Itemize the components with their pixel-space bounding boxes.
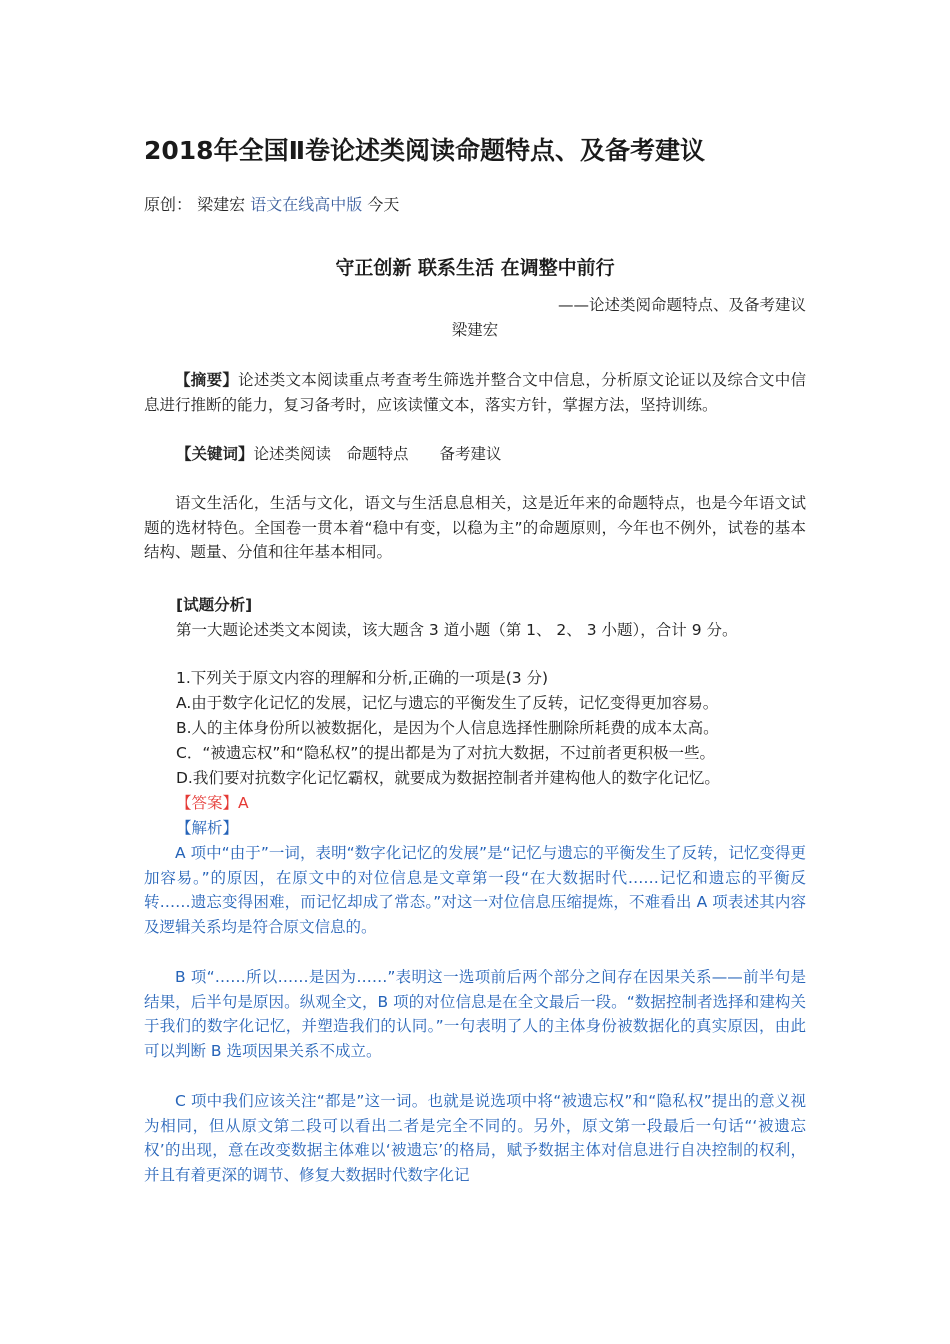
- intro-paragraph: 语文生活化，生活与文化，语文与生活息息相关，这是近年来的命题特点，也是今年语文试题的选材特色。全国卷一贯本着“稳中有变，以稳为主”的命题原则，今年也不例外，试卷的基本结构、题量、分值和往年基本相同。: [144, 494, 806, 561]
- explain-label: 【解析】: [176, 819, 239, 837]
- article-subtitle-secondary: ——论述类阅命题特点、及备考建议: [557, 296, 806, 314]
- byline-prefix: 原创：: [144, 195, 193, 214]
- byline-time: 今天: [367, 195, 400, 214]
- abstract-paragraph: [144, 368, 806, 417]
- byline-author: 梁建宏: [197, 195, 246, 214]
- article-subtitle: 守正创新 联系生活 在调整中前行: [335, 257, 615, 279]
- explanation-c: C 项中我们应该关注“都是”这一词。也就是说选项中将“被遗忘权”和“隐私权”提出的意义视为相同，但从原文第二段可以看出二者是完全不同的。另外，原文第一段最后一句话“‘被遗忘权’的出现，意在改变数据主体难以‘被遗忘’的格局，赋予数据主体对信息进行自决控制的权利，并且有着更深的调节、修复大数据时代数字化记: [144, 1092, 806, 1184]
- byline: [144, 192, 399, 218]
- page-title: 2018年全国Ⅱ卷论述类阅读命题特点、及备考建议: [144, 136, 706, 165]
- analysis-label: [试题分析]: [176, 596, 253, 614]
- option-c: C．“被遗忘权”和“隐私权”的提出都是为了对抗大数据，不过前者更积极一些。: [176, 744, 715, 762]
- abstract-label: 【摘要】: [175, 371, 239, 389]
- explanation-a: A 项中“由于”一词，表明“数字化记忆的发展”是“记忆与遗忘的平衡发生了反转，记忆变得更加容易。”的原因，在原文中的对位信息是文章第一段“在大数据时代……记忆和遗忘的平衡反转……遗忘变得困难，而记忆却成了常态。”对这一对位信息压缩提炼，不难看出 A 项表述其内容及逻辑关系均是符合原文信息的。: [144, 844, 806, 936]
- keywords-text: 论述类阅读 命题特点 备考建议: [253, 445, 502, 463]
- abstract-text: 论述类文本阅读重点考查考生筛选并整合文中信息，分析原文论证以及综合文中信息进行推断的能力，复习备考时，应该读懂文本，落实方针，掌握方法，坚持训练。: [144, 371, 806, 414]
- option-d: D.我们要对抗数字化记忆霸权，就要成为数据控制者并建构他人的数字化记忆。: [176, 769, 720, 787]
- answer-label: 【答案】A: [176, 794, 249, 812]
- article-author: 梁建宏: [451, 321, 499, 339]
- option-a: A.由于数字化记忆的发展，记忆与遗忘的平衡发生了反转，记忆变得更加容易。: [176, 694, 719, 712]
- question-stem: 1.下列关于原文内容的理解和分析,正确的一项是(3 分): [176, 669, 549, 687]
- explanation-b: B 项“……所以……是因为……”表明这一选项前后两个部分之间存在因果关系——前半句是结果，后半句是原因。纵观全文，B 项的对位信息是在全文最后一段。“数据控制者选择和建构关于我们的数字化记忆，并塑造我们的认同。”一句表明了人的主体身份被数据化的真实原因，由此可以判断 B 选项因果关系不成立。: [144, 968, 806, 1060]
- keywords-line: [176, 442, 838, 466]
- source-link[interactable]: 语文在线高中版: [250, 195, 363, 214]
- keywords-label: 【关键词】: [176, 445, 254, 463]
- analysis-text: 第一大题论述类文本阅读，该大题含 3 道小题（第 1、 2、 3 小题），合计 9 分。: [176, 621, 738, 639]
- option-b: B.人的主体身份所以被数据化，是因为个人信息选择性删除所耗费的成本太高。: [176, 719, 719, 737]
